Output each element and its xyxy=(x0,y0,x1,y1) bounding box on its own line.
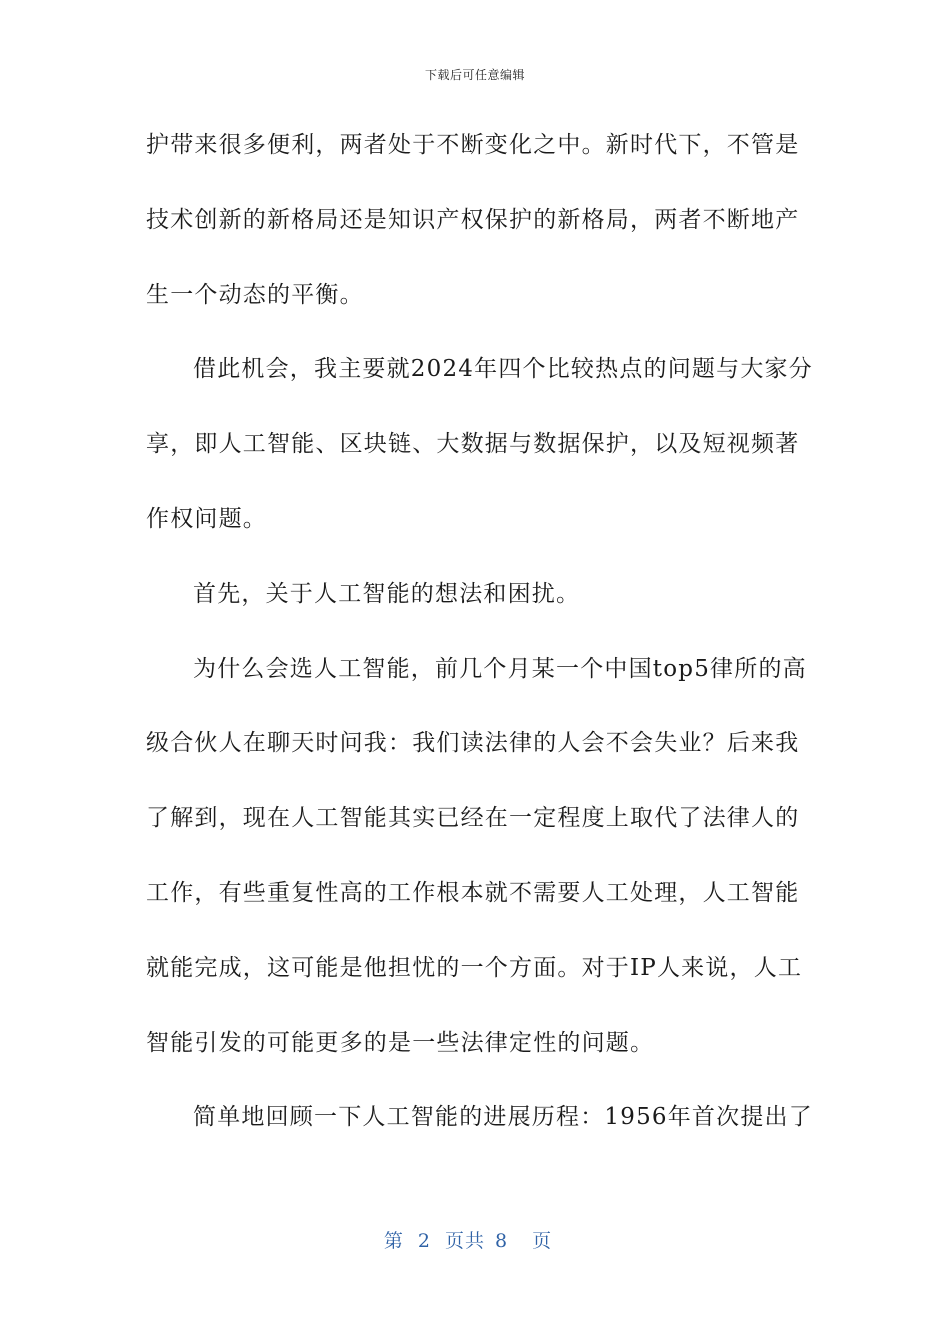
footer-suffix: 页 xyxy=(532,1230,553,1252)
paragraph-start-line: 借此机会，我主要就2024年四个比较热点的问题与大家分 xyxy=(193,356,813,383)
footer-middle: 页共 xyxy=(444,1230,485,1252)
current-page-number: 2 xyxy=(417,1230,431,1252)
text-line: 了解到，现在人工智能其实已经在一定程度上取代了法律人的 xyxy=(146,805,800,832)
text-line: 智能引发的可能更多的是一些法律定性的问题。 xyxy=(146,1029,655,1056)
text-line: 级合伙人在聊天时问我：我们读法律的人会不会失业？后来我 xyxy=(146,730,800,757)
total-pages-number: 8 xyxy=(495,1230,509,1252)
text-line: 就能完成，这可能是他担忧的一个方面。对于IP人来说，人工 xyxy=(146,954,803,981)
page-header: 下载后可任意编辑 xyxy=(424,68,525,82)
paragraph-start-line: 简单地回顾一下人工智能的进展历程：1956年首次提出了 xyxy=(193,1104,813,1131)
document-body xyxy=(146,126,813,1173)
text-line: 护带来很多便利，两者处于不断变化之中。新时代下，不管是 xyxy=(146,132,800,158)
text-line: 作权问题。 xyxy=(146,505,267,532)
paragraph-start-line: 首先，关于人工智能的想法和困扰。 xyxy=(193,580,581,607)
text-line: 工作，有些重复性高的工作根本就不需要人工处理，人工智能 xyxy=(146,879,800,906)
text-line: 生一个动态的平衡。 xyxy=(146,281,364,308)
paragraph-start-line: 为什么会选人工智能，前几个月某一个中国top5律所的高 xyxy=(193,655,807,682)
text-line: 技术创新的新格局还是知识产权保护的新格局，两者不断地产 xyxy=(146,206,800,233)
text-line: 享，即人工智能、区块链、大数据与数据保护，以及短视频著 xyxy=(146,431,800,458)
page-footer xyxy=(0,1226,950,1253)
footer-prefix: 第 xyxy=(383,1230,404,1252)
